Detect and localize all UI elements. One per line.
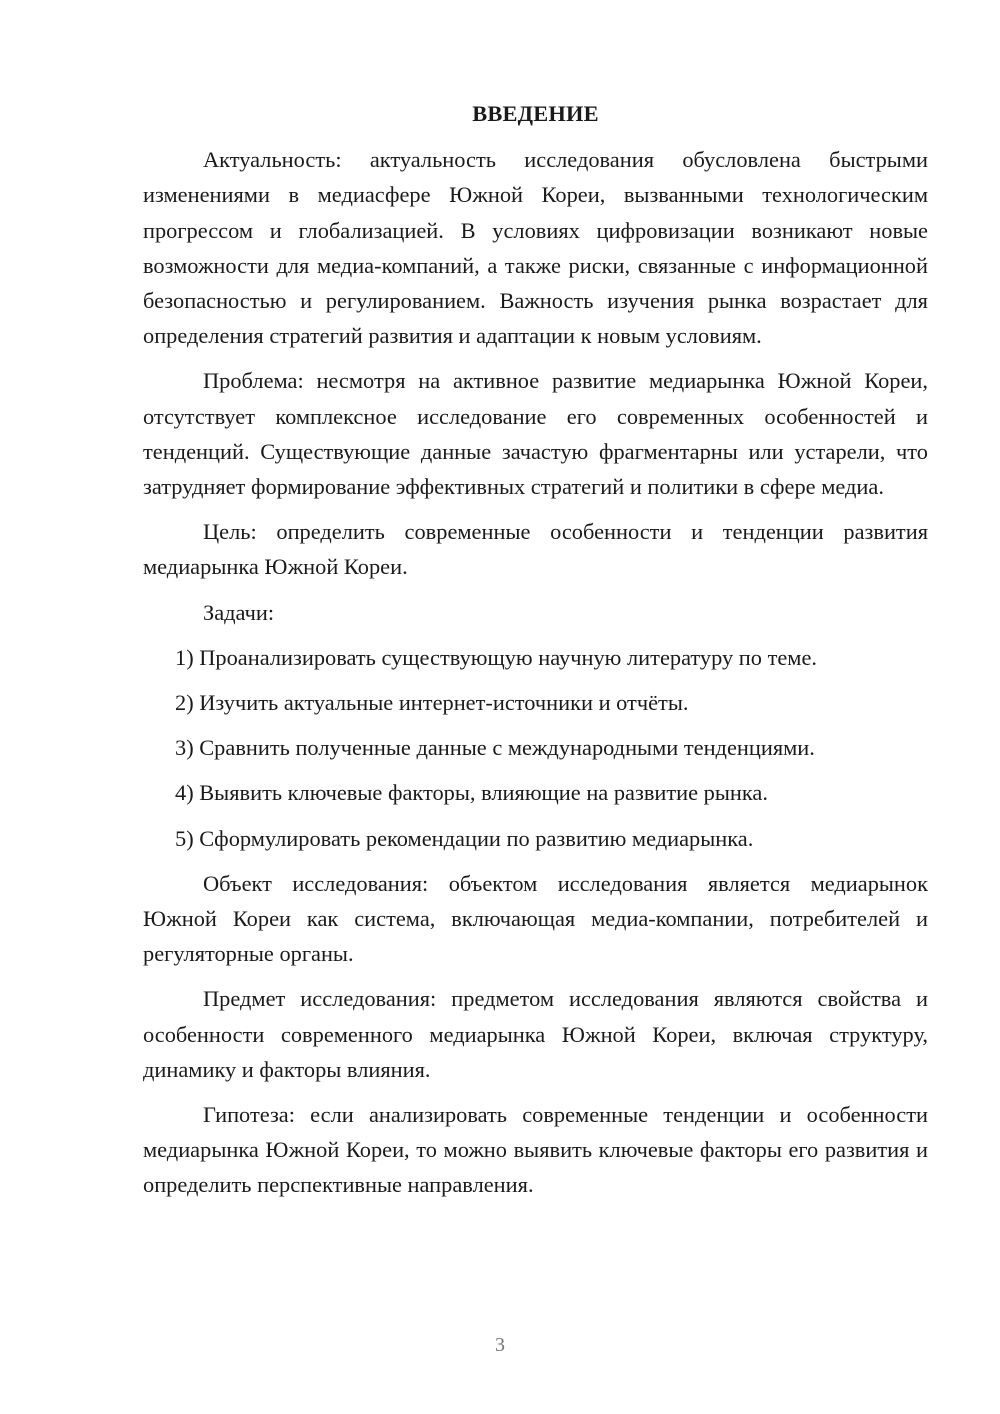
task-list — [143, 640, 928, 856]
hypothesis-paragraph: Гипотеза: если анализировать современные тенденции и особенности медиарынка Южной Кореи, то можно выявить ключевые факторы его развития и определить перспективные направления. — [143, 1102, 928, 1198]
tasks-label: Задачи: — [203, 599, 275, 625]
section-title: ВВЕДЕНИЕ — [472, 101, 599, 126]
task-item-2: 2) Изучить актуальные интернет-источники и отчёты. — [175, 690, 689, 716]
document-page — [143, 96, 928, 1213]
page-number: 3 — [495, 1334, 505, 1356]
subject-paragraph: Предмет исследования: предметом исследования являются свойства и особенности современного медиарынка Южной Кореи, включая структуру, динамику и факторы влияния. — [143, 986, 928, 1082]
task-item-1: 1) Проанализировать существующую научную литературу по теме. — [175, 644, 818, 670]
relevance-paragraph: Актуальность: актуальность исследования обусловлена быстрыми изменениями в медиасфере Южной Кореи, вызванными технологическим прогрессом и глобализацией. В условиях цифровизации возникают новые возможности для медиа-компаний, а также риски, связанные с информационной безопасностью и регулированием. Важность изучения рынка возрастает для определения стратегий развития и адаптации к новым условиям. — [143, 147, 928, 349]
goal-paragraph: Цель: определить современные особенности и тенденции развития медиарынка Южной Кореи. — [143, 519, 928, 580]
task-item-5: 5) Сформулировать рекомендации по развитию медиарынка. — [175, 825, 754, 851]
task-item-3: 3) Сравнить полученные данные с международными тенденциями. — [175, 735, 815, 761]
object-paragraph: Объект исследования: объектом исследования является медиарынок Южной Кореи как система, включающая медиа-компании, потребителей и регуляторные органы. — [143, 870, 928, 967]
task-item-4: 4) Выявить ключевые факторы, влияющие на развитие рынка. — [175, 780, 768, 806]
problem-paragraph: Проблема: несмотря на активное развитие медиарынка Южной Кореи, отсутствует комплексное исследование его современных особенностей и тенденций. Существующие данные зачастую фрагментарны или устарели, что затрудняет формирование эффективных стратегий и политики в сфере медиа. — [143, 368, 928, 500]
